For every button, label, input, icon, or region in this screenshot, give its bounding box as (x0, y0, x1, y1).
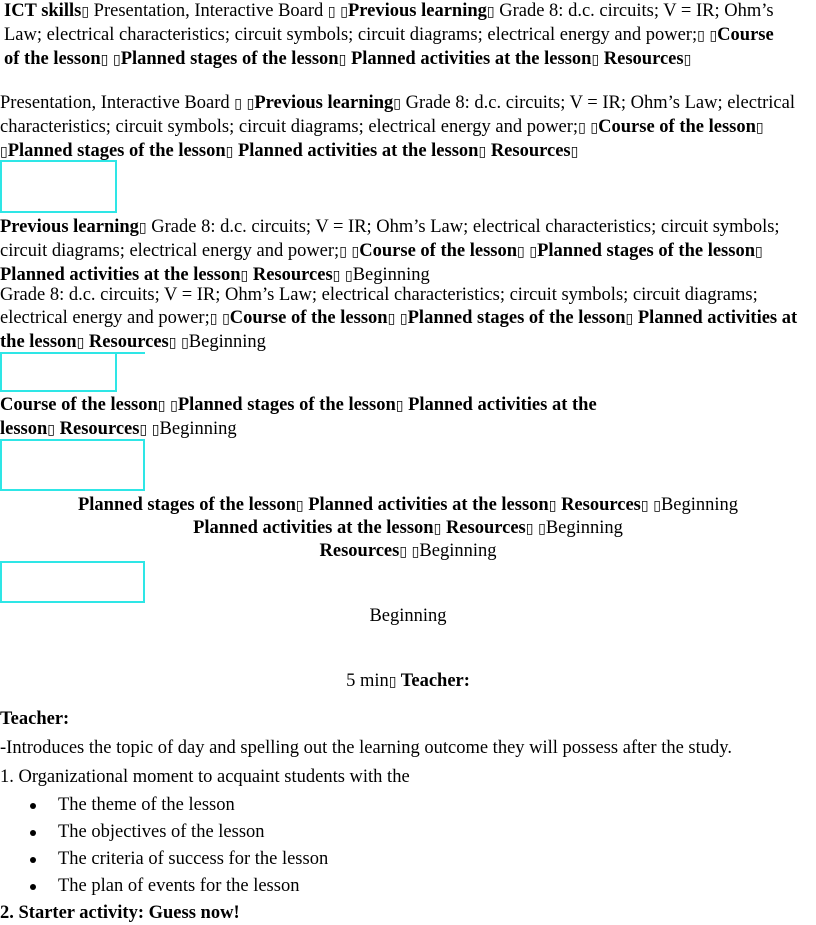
frame-4 (0, 561, 145, 603)
missing-glyph-icon: ▯ (709, 28, 718, 44)
missing-glyph-icon: ▯ (181, 335, 189, 351)
missing-glyph-icon: ▯ (755, 120, 764, 136)
bullet-icon (30, 803, 36, 809)
grade-text: Grade 8: d.c. circuits; V = IR; Ohm’s Law; electrical characteristics; circuit symbols; circuit diagrams; electrical energy and power; (0, 217, 780, 261)
missing-glyph-icon: ▯ (517, 244, 525, 260)
list-item-text: The plan of events for the lesson (58, 876, 300, 896)
text-block-2 (0, 92, 800, 164)
bullet-icon (30, 857, 36, 863)
frame-2b (115, 352, 145, 392)
missing-glyph-icon: ▯ (100, 52, 109, 68)
beginning-text: Beginning (352, 265, 430, 285)
intro-paragraph (0, 737, 816, 760)
resources-label: Resources (319, 541, 400, 561)
missing-glyph-icon: ▯ (478, 144, 487, 160)
course-label: Course of the lesson (4, 25, 774, 69)
beginning-text: Beginning (660, 495, 739, 515)
course-label: Course of the lesson (0, 395, 158, 415)
stages-label: Planned stages of the lesson (537, 241, 755, 261)
missing-glyph-icon: ▯ (755, 244, 763, 260)
course-label: Course of the lesson (359, 241, 518, 261)
missing-glyph-icon: ▯ (538, 521, 546, 537)
line-stages (0, 494, 816, 518)
resources-label: Resources (556, 495, 641, 515)
missing-glyph-icon: ▯ (578, 120, 586, 136)
ict-skills-label: ICT skills (4, 1, 82, 21)
missing-glyph-icon: ▯ (0, 144, 8, 160)
grade-text: Grade 8: d.c. circuits; V = IR; Ohm’s Law; electrical characteristics; circuit symbols; circuit diagrams; electrical energy and power; (0, 285, 758, 328)
missing-glyph-icon: ▯ (338, 52, 347, 68)
missing-glyph-icon: ▯ (570, 144, 579, 160)
text-block-5 (0, 394, 800, 442)
grade-text: Grade 8: d.c. circuits; V = IR; Ohm’s Law; electrical characteristics; circuit symbols; circuit diagrams; electrical energy and power; (0, 93, 795, 137)
missing-glyph-icon: ▯ (433, 521, 442, 537)
stages-label: Planned stages of the lesson (120, 49, 339, 69)
teacher-heading-text: Teacher: (0, 709, 70, 729)
list-item-text: The theme of the lesson (58, 795, 235, 815)
resources-label: Resources (599, 49, 684, 69)
missing-glyph-icon: ▯ (240, 268, 249, 284)
presentation-text: Presentation, Interactive Board (89, 1, 324, 21)
beginning-text: Beginning (419, 541, 497, 561)
list-item (0, 846, 600, 873)
frame-3 (0, 439, 145, 491)
resources-label: Resources (55, 419, 140, 439)
missing-glyph-icon: ▯ (590, 120, 599, 136)
list-item-text: The criteria of success for the lesson (58, 849, 329, 869)
intro-text: -Introduces the topic of day and spelling out the learning outcome they will possess after the study. (0, 738, 732, 758)
missing-glyph-icon: ▯ (387, 311, 396, 327)
activities-label: Planned activities at the lesson (303, 495, 549, 515)
list-item-text: The objectives of the lesson (58, 822, 265, 842)
missing-glyph-icon: ▯ (295, 498, 304, 514)
missing-glyph-icon: ▯ (591, 52, 600, 68)
resources-label: Resources (486, 141, 571, 161)
previous-learning-label: Previous learning (254, 93, 394, 113)
missing-glyph-icon: ▯ (170, 398, 178, 414)
org-moment-text: 1. Organizational moment to acquaint students with the (0, 767, 410, 787)
missing-glyph-icon: ▯ (529, 244, 538, 260)
activities-label: Planned activities at the (403, 395, 597, 415)
list-item (0, 819, 600, 846)
missing-glyph-icon: ▯ (339, 244, 347, 260)
bullet-icon (30, 884, 36, 890)
missing-glyph-icon: ▯ (525, 521, 534, 537)
presentation-text: Presentation, Interactive Board (0, 93, 230, 113)
grade-text: Grade 8: d.c. circuits; V = IR; Ohm’s Law; electrical characteristics; circuit symbols; circuit diagrams; electrical energy and power; (4, 1, 774, 45)
missing-glyph-icon: ▯ (81, 4, 90, 20)
missing-glyph-icon: ▯ (327, 4, 336, 20)
activities-label: Planned activities at the lesson (346, 49, 592, 69)
missing-glyph-icon: ▯ (653, 498, 661, 514)
text-block-1 (4, 0, 784, 72)
missing-glyph-icon: ▯ (225, 144, 234, 160)
course-label: Course of the lesson (598, 117, 756, 137)
missing-glyph-icon: ▯ (47, 422, 56, 438)
missing-glyph-icon: ▯ (351, 244, 360, 260)
list-item (0, 792, 600, 819)
missing-glyph-icon: ▯ (246, 96, 255, 112)
missing-glyph-icon: ▯ (395, 398, 404, 414)
list-item (0, 873, 600, 900)
frame-1 (0, 160, 117, 213)
beginning-text: Beginning (188, 332, 266, 352)
beginning-text: Beginning (369, 606, 447, 626)
missing-glyph-icon: ▯ (486, 4, 495, 20)
beginning-text: Beginning (159, 419, 237, 439)
missing-glyph-icon: ▯ (411, 544, 420, 560)
activities-label: Planned activities at the lesson (193, 518, 434, 538)
time-text: 5 min (346, 671, 389, 691)
previous-learning-label: Previous learning (0, 217, 139, 237)
text-block-3 (0, 216, 800, 288)
starter-activity-text: 2. Starter activity: Guess now! (0, 903, 240, 923)
stages-label: Planned stages of the lesson (77, 495, 296, 515)
activities-label: Planned activities at the lesson (233, 141, 479, 161)
lesson-label: lesson (0, 419, 48, 439)
missing-glyph-icon: ▯ (157, 398, 166, 414)
missing-glyph-icon: ▯ (234, 96, 242, 112)
missing-glyph-icon: ▯ (345, 268, 353, 284)
missing-glyph-icon: ▯ (209, 311, 218, 327)
org-moment-paragraph (0, 766, 410, 789)
line-beginning (0, 605, 816, 628)
beginning-text: Beginning (545, 518, 623, 538)
missing-glyph-icon: ▯ (332, 268, 341, 284)
missing-glyph-icon: ▯ (138, 220, 147, 236)
missing-glyph-icon: ▯ (222, 311, 230, 327)
line-activities (0, 517, 816, 541)
teacher-label: Teacher: (396, 671, 470, 691)
objectives-list (0, 792, 600, 900)
frame-2 (0, 352, 117, 392)
missing-glyph-icon: ▯ (548, 498, 557, 514)
missing-glyph-icon: ▯ (399, 311, 408, 327)
missing-glyph-icon: ▯ (151, 422, 160, 438)
missing-glyph-icon: ▯ (399, 544, 408, 560)
missing-glyph-icon: ▯ (640, 498, 649, 514)
missing-glyph-icon: ▯ (76, 335, 85, 351)
missing-glyph-icon: ▯ (683, 52, 692, 68)
missing-glyph-icon: ▯ (393, 96, 401, 112)
previous-learning-label: Previous learning (347, 1, 487, 21)
stages-label: Planned stages of the lesson (407, 308, 626, 328)
line-time-teacher (0, 670, 816, 694)
starter-activity (0, 902, 240, 925)
missing-glyph-icon: ▯ (139, 422, 148, 438)
resources-label: Resources (441, 518, 526, 538)
activities-label: Planned activities at the lesson (0, 308, 798, 352)
stages-label: Planned stages of the lesson (7, 141, 226, 161)
stages-label: Planned stages of the lesson (177, 395, 396, 415)
text-block-4 (0, 284, 810, 355)
resources-label: Resources (248, 265, 333, 285)
missing-glyph-icon: ▯ (340, 4, 348, 20)
missing-glyph-icon: ▯ (388, 674, 397, 690)
missing-glyph-icon: ▯ (112, 52, 121, 68)
teacher-heading (0, 708, 69, 731)
bullet-icon (30, 830, 36, 836)
course-label: Course of the lesson (229, 308, 388, 328)
missing-glyph-icon: ▯ (625, 311, 634, 327)
resources-label: Resources (84, 332, 169, 352)
missing-glyph-icon: ▯ (697, 28, 705, 44)
activities-label: Planned activities at the lesson (0, 265, 241, 285)
missing-glyph-icon: ▯ (168, 335, 177, 351)
